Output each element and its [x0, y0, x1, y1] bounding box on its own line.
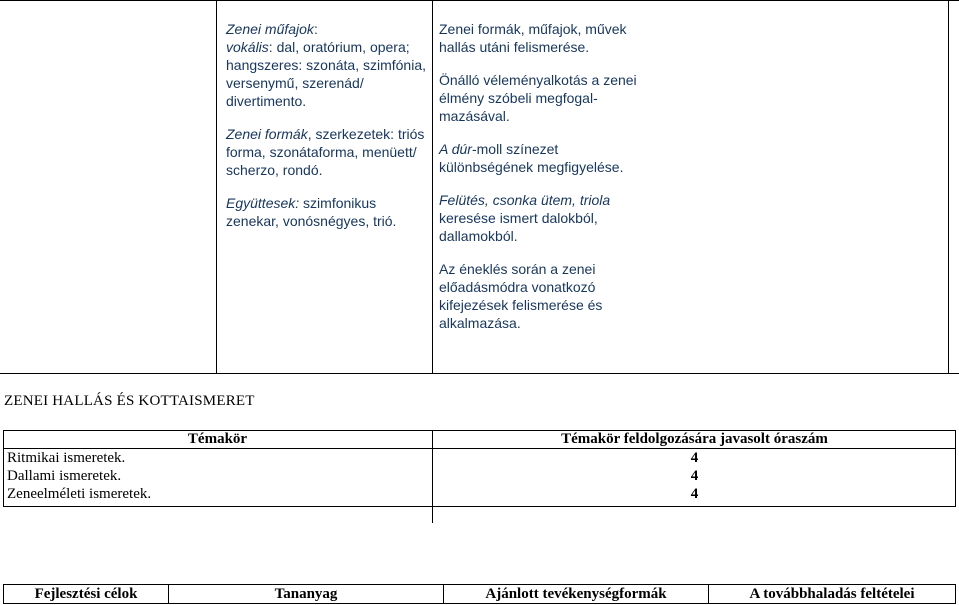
goal-paragraph-4: Felütés, csonka ütem, triola keresése ismert dalokból, dallamokból.	[439, 192, 611, 244]
section-title: ZENEI HALLÁS ÉS KOTTAISMERET	[4, 393, 255, 409]
top-table-bottom-border	[0, 373, 959, 374]
curriculum-header-table	[3, 584, 956, 604]
vocal-label: vokális	[226, 39, 269, 55]
header-activities: Ajánlott tevékenységformák	[444, 585, 709, 604]
goal-paragraph-2: Önálló véleményalkotás a zenei élmény szóbeli megfogal-mazásával.	[439, 72, 637, 124]
forms-label: Zenei formák	[226, 126, 308, 142]
table-row-empty	[3, 503, 956, 523]
content-column	[226, 20, 426, 245]
header-curriculum: Tananyag	[169, 585, 444, 604]
goal-paragraph-1: Zenei formák, műfajok, művek hallás utáni felismerése.	[439, 21, 627, 55]
genres-paragraph: Zenei műfajok: vokális: dal, oratórium, opera; hangszeres: szonáta, szimfónia, versenymű, szerenád/ divertimento.	[226, 21, 426, 109]
table-row: Ritmikai ismeretek. 4	[3, 449, 956, 468]
table-row: Zeneelméleti ismeretek. 4	[3, 485, 956, 503]
development-goals-column	[439, 20, 639, 347]
forms-paragraph: Zenei formák, szerkezetek: triós forma, szonátaforma, menüett/ scherzo, rondó.	[226, 126, 425, 178]
curriculum-header-row	[4, 585, 956, 604]
topic-table	[3, 430, 956, 523]
ensembles-label: Együttesek:	[226, 195, 300, 211]
header-hours: Témakör feldolgozására javasolt óraszám	[433, 430, 957, 449]
header-progression-conditions: A továbbhaladás feltételei	[709, 585, 956, 604]
top-table-divider-middle	[432, 0, 433, 373]
top-table-top-border	[0, 0, 959, 1]
goal-paragraph-3: A dúr-moll színezet különbségének megfigyelése.	[439, 141, 624, 175]
instrumental-text: hangszeres: szonáta, szimfónia, versenymű, szerenád/ divertimento.	[226, 57, 426, 109]
ensembles-paragraph: Együttesek: szimfonikus zenekar, vonósnégyes, trió.	[226, 195, 397, 229]
table-row: Dallami ismeretek. 4	[3, 467, 956, 485]
topic-table-header	[3, 430, 956, 449]
goal-paragraph-5: Az éneklés során a zenei előadásmódra vonatkozó kifejezések felismerése és alkalmazása.	[439, 261, 603, 331]
top-table-divider-right	[948, 0, 949, 373]
genres-label: Zenei műfajok	[226, 21, 314, 37]
header-development-goals: Fejlesztési célok	[4, 585, 169, 604]
top-table-divider-left	[216, 0, 217, 373]
header-topic: Témakör	[3, 430, 433, 449]
